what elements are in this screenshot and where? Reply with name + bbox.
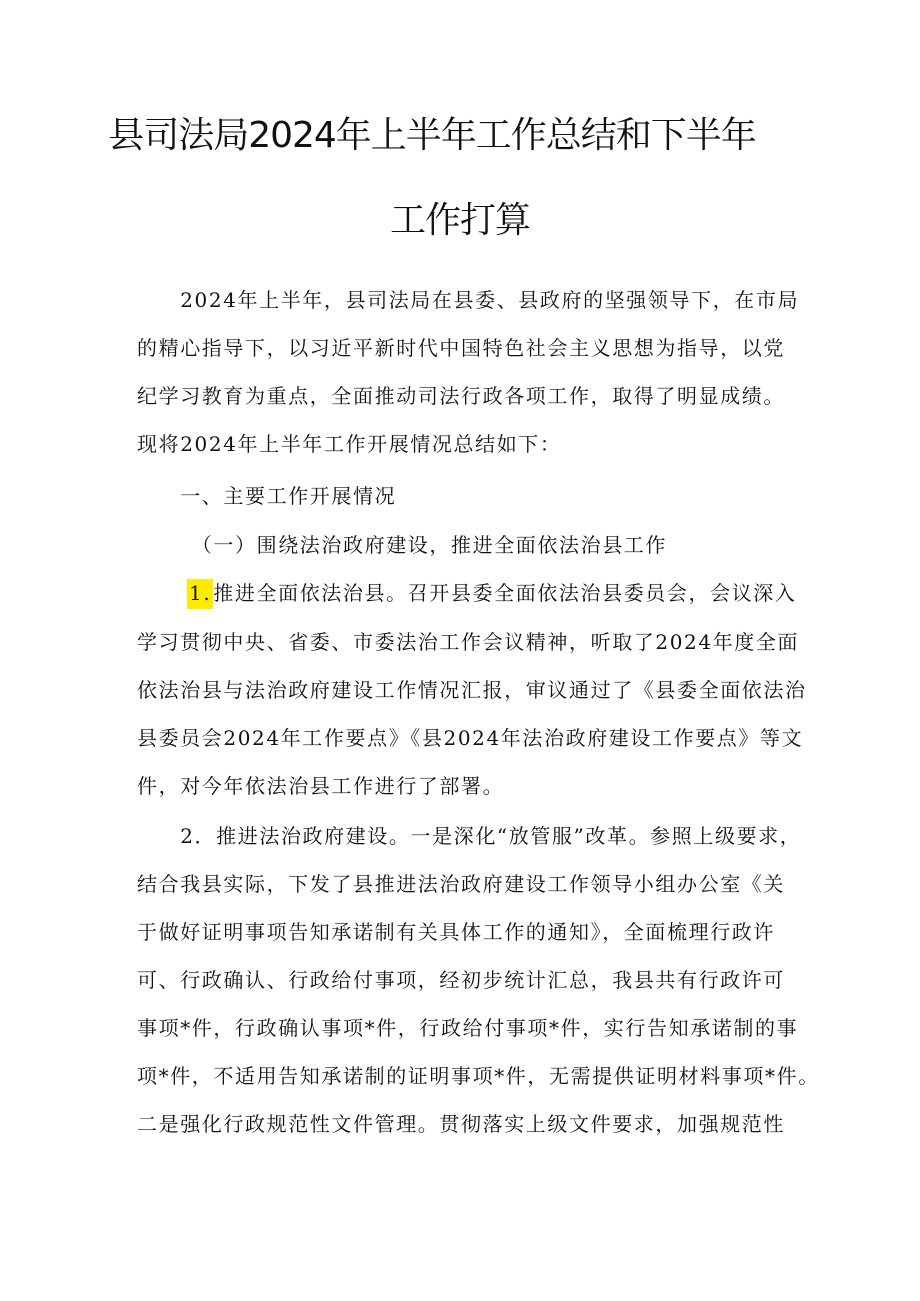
document-title-line-1: 县司法局2024年上半年工作总结和下半年 [108, 115, 756, 156]
item-2-line-5: 事项*件，行政确认事项*件，行政给付事项*件，实行告知承诺制的事 [137, 1016, 799, 1040]
item-1-line-1-text: 推进全面依法治县。召开县委全面依法治县委员会，会议深入 [213, 581, 797, 605]
paragraph-1-line-4: 现将2024年上半年工作开展情况总结如下： [137, 432, 562, 456]
paragraph-1-line-1: 2024年上半年，县司法局在县委、县政府的坚强领导下，在市局 [137, 288, 800, 312]
section-heading-main-work: 一、主要工作开展情况 [137, 484, 397, 508]
item-2-line-4: 可、行政确认、行政给付事项，经初步统计汇总，我县共有行政许可 [137, 968, 785, 992]
item-2-line-3: 于做好证明事项告知承诺制有关具体工作的通知》，全面梳理行政许 [137, 920, 775, 944]
paragraph-1-line-2: 的精心指导下，以习近平新时代中国特色社会主义思想为指导，以党 [137, 336, 785, 360]
item-1-line-5: 件，对今年依法治县工作进行了部署。 [137, 774, 505, 798]
document-title-line-2: 工作打算 [389, 200, 530, 241]
item-1-line-1 [187, 579, 797, 607]
item-2-line-6: 项*件，不适用告知承诺制的证明事项*件，无需提供证明材料事项*件。 [137, 1064, 820, 1088]
item-2-line-2: 结合我县实际，下发了县推进法治政府建设工作领导小组办公室《关 [137, 872, 785, 896]
item-1-line-2: 学习贯彻中央、省委、市委法治工作会议精神，听取了2024年度全面 [137, 630, 800, 654]
item-2-line-7: 二是强化行政规范性文件管理。贯彻落实上级文件要求，加强规范性 [137, 1112, 785, 1136]
paragraph-1-line-3: 纪学习教育为重点，全面推动司法行政各项工作，取得了明显成绩。 [137, 384, 785, 408]
subsection-heading-rule-of-law: （一）围绕法治政府建设，推进全面依法治县工作 [137, 533, 667, 557]
item-1-number-highlight: 1. [187, 579, 213, 609]
item-1-line-3: 依法治县与法治政府建设工作情况汇报，审议通过了《县委全面依法治 [137, 678, 807, 702]
item-1-line-4: 县委员会2024年工作要点》《县2024年法治政府建设工作要点》等文 [137, 726, 804, 750]
item-2-line-1: 2．推进法治政府建设。一是深化“放管服”改革。参照上级要求， [137, 824, 802, 848]
